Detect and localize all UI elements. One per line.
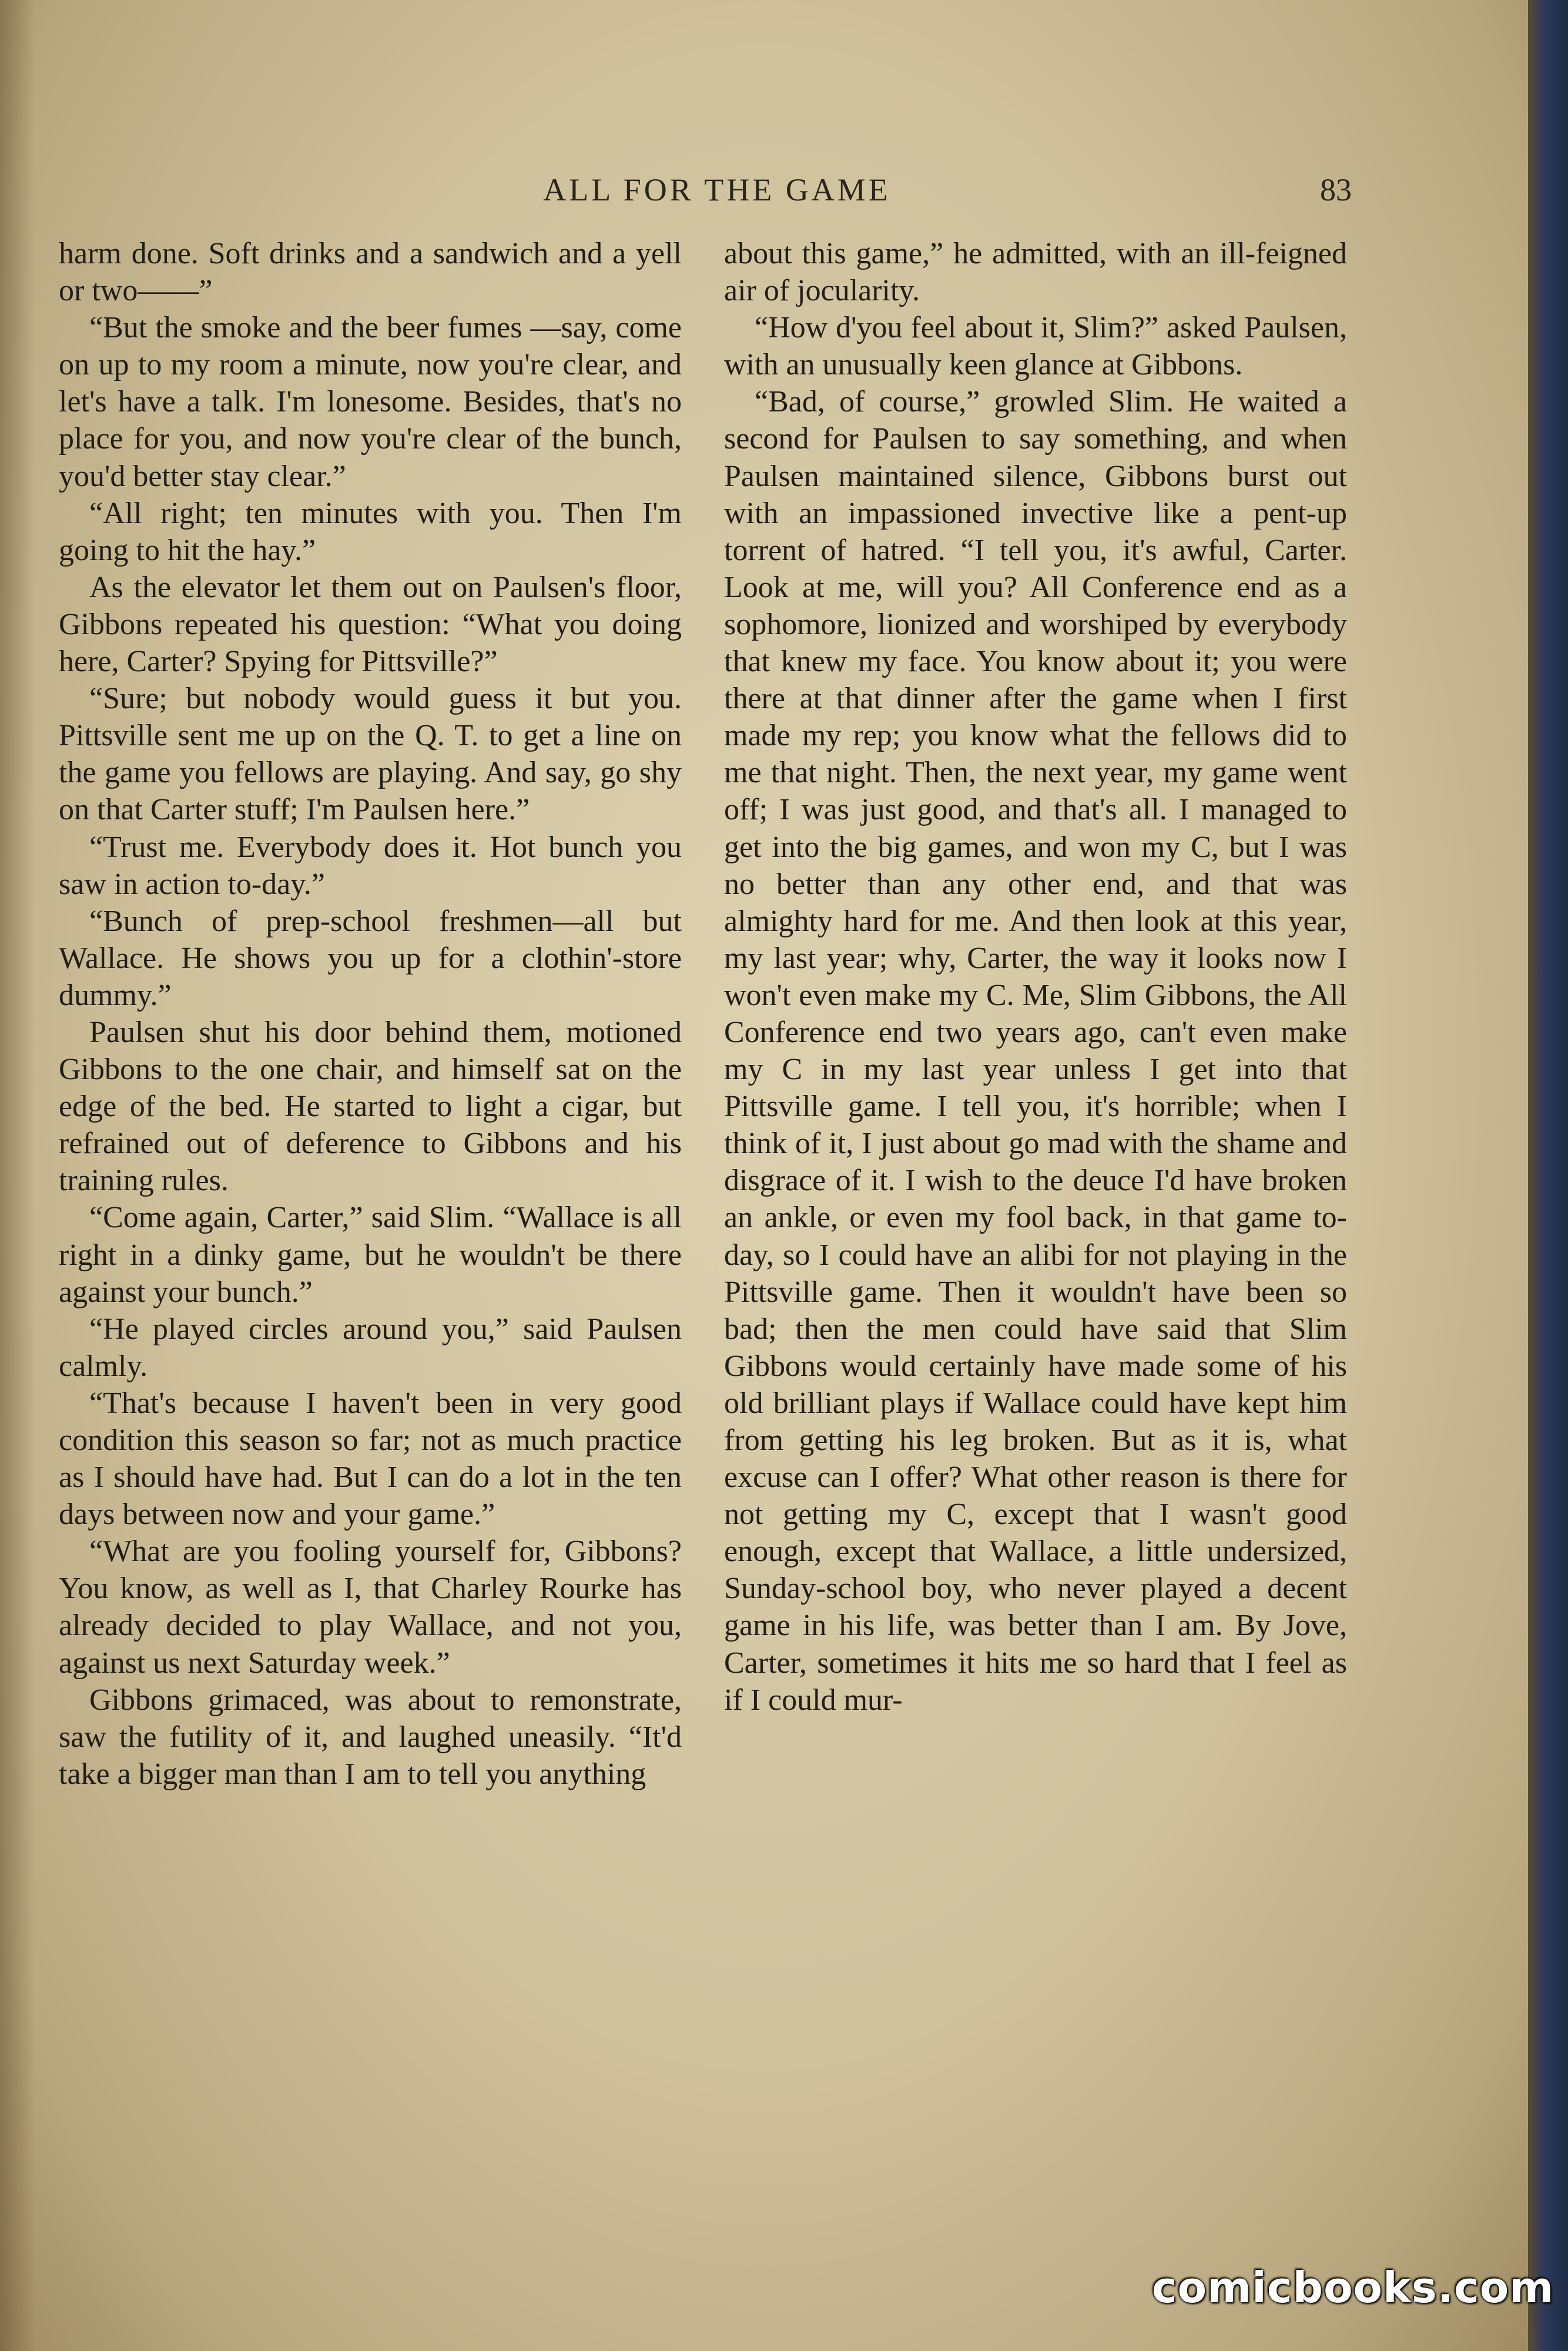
paragraph: “Trust me. Everybody does it. Hot bunch you saw in action to-day.”: [59, 830, 682, 901]
paragraph: “Come again, Carter,” said Slim. “Wallace is all right in a dinky game, but he wouldn't be there against your bunch.”: [59, 1201, 682, 1309]
page-number: 83: [1320, 172, 1352, 207]
paragraph: “But the smoke and the beer fumes —say, come on up to my room a minute, now you're clear, and let's have a talk. I'm lonesome. Besides, that's no place for you, and now you're clear of the bunch, you'd better stay clear.”: [59, 311, 682, 493]
paragraph: “Bad, of course,” growled Slim. He waited a second for Paulsen to say something, and when Paulsen maintained silence, Gibbons burst out with an impassioned invective like a pent-up torrent of hatred. “I tell you, it's awful, Carter. Look at me, will you? All Conference end as a sophomore, lionized and worshiped by everybody that knew my face. You know about it; you were there at that dinner after the game when I first made my rep; you know what the fellows did to me that night. Then, the next year, my game went off; I was just good, and that's all. I managed to get into the big games, and won my C, but I was no better than any other end, and that was almighty hard for me. And then look at this year, my last year; why, Carter, the way it looks now I won't even make my C. Me, Slim Gibbons, the All Conference end two years ago, can't even make my C in my last year unless I get into that Pittsville game. I tell you, it's horrible; when I think of it, I just about go mad with the shame and disgrace of it. I wish to the deuce I'd have broken an ankle, or even my fool back, in that game to-day, so I could have an alibi for not playing in the Pittsville game. Then it wouldn't have been so bad; then the men could have said that Slim Gibbons would certainly have made some of his old brilliant plays if Wallace could have kept him from getting his leg broken. But as it is, what excuse can I offer? What other reason is there for not getting my C, except that I wasn't good enough, except that Wallace, a little undersized, Sunday-school boy, who never played a decent game in his life, was better than I am. By Jove, Carter, sometimes it hits me so hard that I feel as if I could mur-: [724, 385, 1347, 1717]
paragraph: about this game,” he admitted, with an ill-feigned air of jocularity.: [724, 237, 1347, 308]
paragraph: As the elevator let them out on Paulsen's floor, Gibbons repeated his question: “What you doing here, Carter? Spying for Pittsville?”: [59, 570, 682, 679]
paragraph: “Bunch of prep-school freshmen—all but Wallace. He shows you up for a clothin'-store dummy.”: [59, 904, 682, 1012]
paragraph: Paulsen shut his door behind them, motioned Gibbons to the one chair, and himself sat on the edge of the bed. He started to light a cigar, but refrained out of deference to Gibbons and his training rules.: [59, 1015, 682, 1198]
page-shadow: [0, 0, 35, 2351]
paragraph: “He played circles around you,” said Paulsen calmly.: [59, 1312, 682, 1383]
paragraph: Gibbons grimaced, was about to remonstrate, saw the futility of it, and laughed uneasily. “It'd take a bigger man than I am to tell you anything: [59, 1683, 682, 1791]
paragraph: harm done. Soft drinks and a sandwich and a yell or two——”: [59, 237, 682, 308]
paragraph: “All right; ten minutes with you. Then I'm going to hit the hay.”: [59, 496, 682, 567]
watermark: comicbooks.com: [1152, 2263, 1554, 2312]
left-column: [59, 235, 682, 1793]
paragraph: “Sure; but nobody would guess it but you. Pittsville sent me up on the Q. T. to get a line on the game you fellows are playing. And say, go shy on that Carter stuff; I'm Paulsen here.”: [59, 682, 682, 827]
paragraph: “That's because I haven't been in very good condition this season so far; not as much practice as I should have had. But I can do a lot in the ten days between now and your game.”: [59, 1386, 682, 1532]
right-column: [724, 235, 1347, 1719]
paragraph: “What are you fooling yourself for, Gibbons? You know, as well as I, that Charley Rourke has already decided to play Wallace, and not you, against us next Saturday week.”: [59, 1535, 682, 1680]
running-title: ALL FOR THE GAME: [543, 172, 891, 207]
paragraph: “How d'you feel about it, Slim?” asked Paulsen, with an unusually keen glance at Gibbons.: [724, 311, 1347, 382]
book-binding: [1528, 0, 1568, 2351]
